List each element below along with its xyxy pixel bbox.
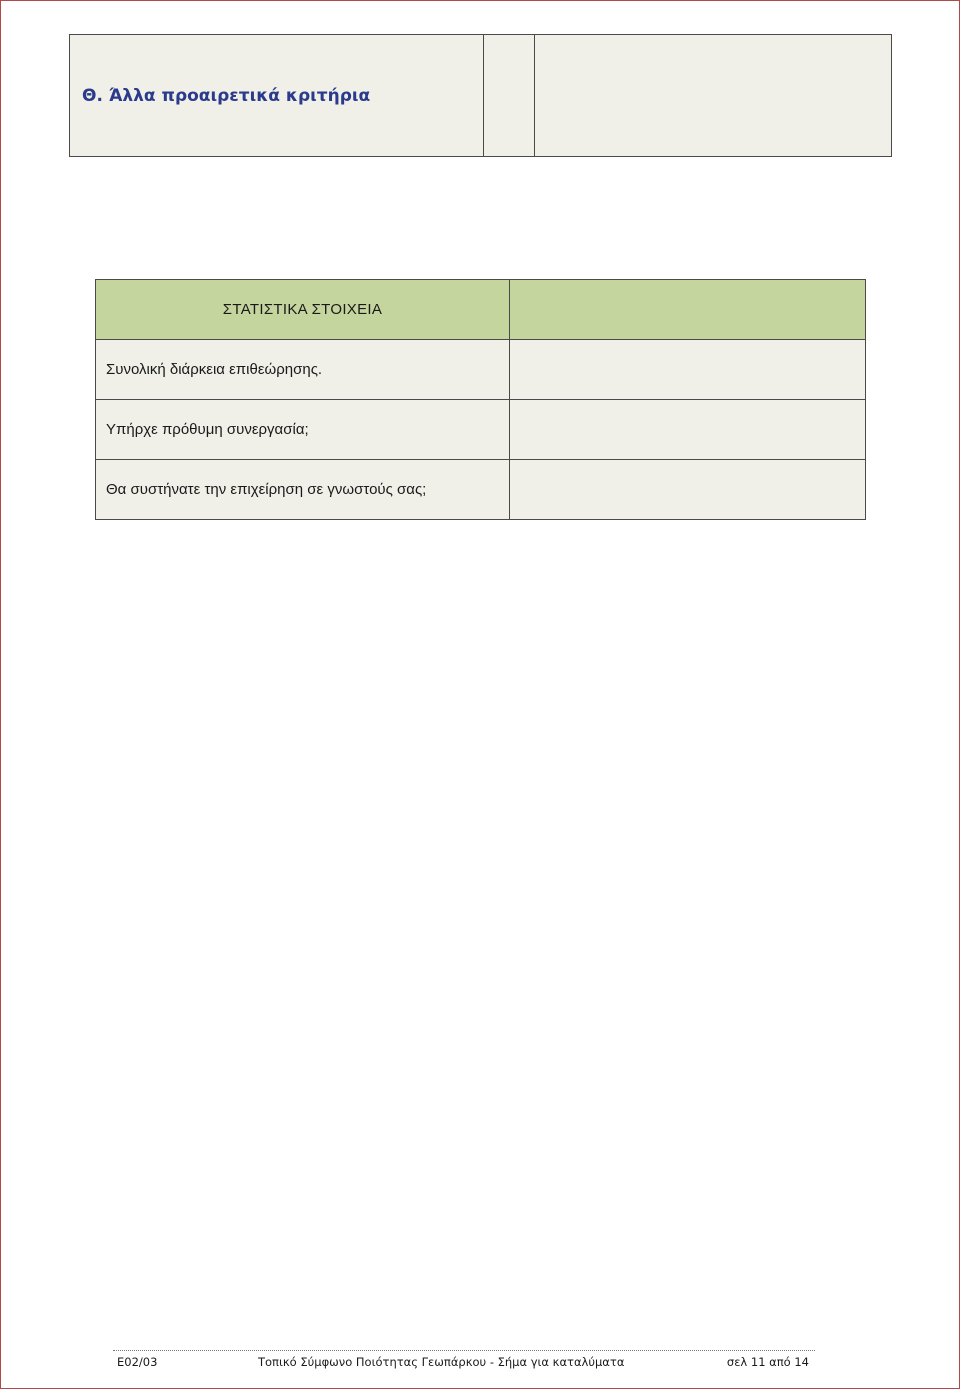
criteria-cell-notes[interactable]: [535, 35, 892, 157]
stats-label-duration: Συνολική διάρκεια επιθεώρησης.: [96, 340, 510, 400]
stats-header: ΣΤΑΤΙΣΤΙΚΑ ΣΤΟΙΧΕΙΑ: [96, 280, 510, 340]
stats-answer-recommend[interactable]: [510, 460, 866, 520]
stats-answer-cooperation[interactable]: [510, 400, 866, 460]
table-row: [96, 460, 866, 520]
criteria-row: [70, 35, 892, 157]
criteria-cell-blank[interactable]: [484, 35, 535, 157]
stats-label-recommend: Θα συστήνατε την επιχείρηση σε γνωστούς σας;: [96, 460, 510, 520]
footer-page-number: σελ 11 από 14: [726, 1355, 809, 1369]
footer-title: Τοπικό Σύμφωνο Ποιότητας Γεωπάρκου - Σήμα για καταλύματα: [258, 1355, 625, 1369]
table-row: [96, 400, 866, 460]
stats-label-cooperation: Υπήρχε πρόθυμη συνεργασία;: [96, 400, 510, 460]
section-title: Θ. Άλλα προαιρετικά κριτήρια: [70, 35, 484, 157]
stats-header-row: [96, 280, 866, 340]
page-footer: [113, 1350, 815, 1371]
footer-doc-code: Ε02/03: [117, 1355, 158, 1369]
stats-table: [95, 279, 866, 520]
criteria-table: [69, 34, 892, 157]
stats-header-blank: [510, 280, 866, 340]
table-row: [96, 340, 866, 400]
stats-answer-duration[interactable]: [510, 340, 866, 400]
